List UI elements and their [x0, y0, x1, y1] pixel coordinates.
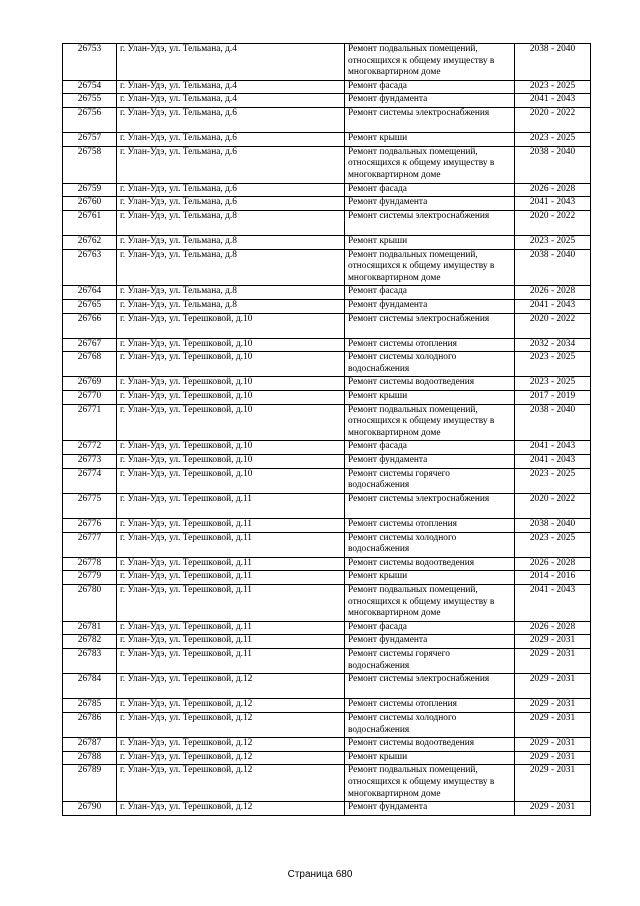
period-cell: 2029 - 2031	[515, 738, 591, 752]
work-type-cell: Ремонт фундамента	[345, 197, 515, 211]
address-cell: г. Улан-Удэ, ул. Терешковой, д.11	[117, 648, 345, 673]
table-row	[63, 146, 591, 183]
table-row	[63, 338, 591, 352]
period-cell: 2017 - 2019	[515, 391, 591, 405]
work-type-cell: Ремонт подвальных помещений, относящихся к общему имуществу в многоквартирном доме	[345, 585, 515, 622]
row-number-cell: 26761	[63, 210, 117, 235]
period-cell: 2023 - 2025	[515, 80, 591, 94]
table-row	[63, 455, 591, 469]
address-cell: г. Улан-Удэ, ул. Терешковой, д.11	[117, 635, 345, 649]
work-type-cell: Ремонт крыши	[345, 391, 515, 405]
work-type-cell: Ремонт фундамента	[345, 635, 515, 649]
table-row	[63, 133, 591, 147]
table-row	[63, 751, 591, 765]
row-number-cell: 26790	[63, 802, 117, 816]
table-row	[63, 235, 591, 249]
row-number-cell: 26770	[63, 391, 117, 405]
work-type-cell: Ремонт системы водоотведения	[345, 738, 515, 752]
work-type-cell: Ремонт системы отопления	[345, 519, 515, 533]
address-cell: г. Улан-Удэ, ул. Тельмана, д.4	[117, 94, 345, 108]
period-cell: 2041 - 2043	[515, 585, 591, 622]
table-row	[63, 802, 591, 816]
table-row	[63, 377, 591, 391]
period-cell: 2020 - 2022	[515, 107, 591, 132]
period-cell: 2032 - 2034	[515, 338, 591, 352]
period-cell: 2020 - 2022	[515, 493, 591, 518]
row-number-cell: 26760	[63, 197, 117, 211]
address-cell: г. Улан-Удэ, ул. Терешковой, д.11	[117, 519, 345, 533]
row-number-cell: 26756	[63, 107, 117, 132]
work-type-cell: Ремонт подвальных помещений, относящихся к общему имуществу в многоквартирном доме	[345, 146, 515, 183]
row-number-cell: 26766	[63, 313, 117, 338]
address-cell: г. Улан-Удэ, ул. Терешковой, д.12	[117, 765, 345, 802]
row-number-cell: 26759	[63, 183, 117, 197]
row-number-cell: 26775	[63, 493, 117, 518]
work-type-cell: Ремонт фундамента	[345, 94, 515, 108]
address-cell: г. Улан-Удэ, ул. Терешковой, д.11	[117, 621, 345, 635]
work-type-cell: Ремонт фундамента	[345, 299, 515, 313]
row-number-cell: 26786	[63, 712, 117, 737]
row-number-cell: 26788	[63, 751, 117, 765]
address-cell: г. Улан-Удэ, ул. Терешковой, д.10	[117, 404, 345, 441]
address-cell: г. Улан-Удэ, ул. Терешковой, д.10	[117, 313, 345, 338]
row-number-cell: 26781	[63, 621, 117, 635]
address-cell: г. Улан-Удэ, ул. Терешковой, д.12	[117, 674, 345, 699]
work-type-cell: Ремонт системы холодного водоснабжения	[345, 532, 515, 557]
row-number-cell: 26753	[63, 44, 117, 81]
period-cell: 2023 - 2025	[515, 377, 591, 391]
address-cell: г. Улан-Удэ, ул. Терешковой, д.10	[117, 338, 345, 352]
period-cell: 2023 - 2025	[515, 352, 591, 377]
row-number-cell: 26764	[63, 286, 117, 300]
row-number-cell: 26780	[63, 585, 117, 622]
address-cell: г. Улан-Удэ, ул. Терешковой, д.10	[117, 352, 345, 377]
table-row	[63, 557, 591, 571]
table-row	[63, 183, 591, 197]
row-number-cell: 26767	[63, 338, 117, 352]
address-cell: г. Улан-Удэ, ул. Терешковой, д.11	[117, 571, 345, 585]
work-type-cell: Ремонт системы горячего водоснабжения	[345, 648, 515, 673]
row-number-cell: 26757	[63, 133, 117, 147]
row-number-cell: 26768	[63, 352, 117, 377]
period-cell: 2038 - 2040	[515, 146, 591, 183]
row-number-cell: 26778	[63, 557, 117, 571]
table-row	[63, 80, 591, 94]
work-type-cell: Ремонт системы водоотведения	[345, 557, 515, 571]
work-type-cell: Ремонт системы электроснабжения	[345, 107, 515, 132]
work-type-cell: Ремонт крыши	[345, 235, 515, 249]
table-row	[63, 468, 591, 493]
period-cell: 2038 - 2040	[515, 519, 591, 533]
address-cell: г. Улан-Удэ, ул. Терешковой, д.10	[117, 441, 345, 455]
work-type-cell: Ремонт системы электроснабжения	[345, 313, 515, 338]
address-cell: г. Улан-Удэ, ул. Терешковой, д.12	[117, 751, 345, 765]
period-cell: 2023 - 2025	[515, 235, 591, 249]
address-cell: г. Улан-Удэ, ул. Терешковой, д.11	[117, 532, 345, 557]
address-cell: г. Улан-Удэ, ул. Тельмана, д.8	[117, 249, 345, 286]
row-number-cell: 26765	[63, 299, 117, 313]
row-number-cell: 26769	[63, 377, 117, 391]
table-row	[63, 44, 591, 81]
work-type-cell: Ремонт фасада	[345, 441, 515, 455]
period-cell: 2029 - 2031	[515, 802, 591, 816]
row-number-cell: 26762	[63, 235, 117, 249]
table-row	[63, 94, 591, 108]
period-cell: 2029 - 2031	[515, 648, 591, 673]
period-cell: 2041 - 2043	[515, 94, 591, 108]
period-cell: 2014 - 2016	[515, 571, 591, 585]
period-cell: 2041 - 2043	[515, 455, 591, 469]
address-cell: г. Улан-Удэ, ул. Тельмана, д.6	[117, 146, 345, 183]
work-type-cell: Ремонт системы электроснабжения	[345, 674, 515, 699]
period-cell: 2041 - 2043	[515, 441, 591, 455]
table-row	[63, 210, 591, 235]
table-row	[63, 519, 591, 533]
period-cell: 2029 - 2031	[515, 712, 591, 737]
page-number: Страница 680	[287, 869, 353, 880]
work-type-cell: Ремонт системы электроснабжения	[345, 493, 515, 518]
address-cell: г. Улан-Удэ, ул. Терешковой, д.10	[117, 391, 345, 405]
work-type-cell: Ремонт подвальных помещений, относящихся к общему имуществу в многоквартирном доме	[345, 44, 515, 81]
work-type-cell: Ремонт подвальных помещений, относящихся к общему имуществу в многоквартирном доме	[345, 249, 515, 286]
table-row	[63, 699, 591, 713]
row-number-cell: 26774	[63, 468, 117, 493]
period-cell: 2029 - 2031	[515, 751, 591, 765]
table-row	[63, 635, 591, 649]
row-number-cell: 26773	[63, 455, 117, 469]
table-row	[63, 352, 591, 377]
address-cell: г. Улан-Удэ, ул. Тельмана, д.4	[117, 80, 345, 94]
address-cell: г. Улан-Удэ, ул. Тельмана, д.6	[117, 133, 345, 147]
table-row	[63, 197, 591, 211]
period-cell: 2026 - 2028	[515, 557, 591, 571]
table-row	[63, 441, 591, 455]
period-cell: 2038 - 2040	[515, 404, 591, 441]
row-number-cell: 26784	[63, 674, 117, 699]
address-cell: г. Улан-Удэ, ул. Терешковой, д.10	[117, 377, 345, 391]
row-number-cell: 26754	[63, 80, 117, 94]
address-cell: г. Улан-Удэ, ул. Терешковой, д.12	[117, 802, 345, 816]
table-row	[63, 404, 591, 441]
table-row	[63, 571, 591, 585]
address-cell: г. Улан-Удэ, ул. Терешковой, д.12	[117, 699, 345, 713]
table-row	[63, 585, 591, 622]
address-cell: г. Улан-Удэ, ул. Тельмана, д.6	[117, 107, 345, 132]
table-row	[63, 493, 591, 518]
address-cell: г. Улан-Удэ, ул. Тельмана, д.8	[117, 299, 345, 313]
period-cell: 2029 - 2031	[515, 699, 591, 713]
period-cell: 2029 - 2031	[515, 635, 591, 649]
work-type-cell: Ремонт системы электроснабжения	[345, 210, 515, 235]
period-cell: 2023 - 2025	[515, 532, 591, 557]
table-row	[63, 712, 591, 737]
work-type-cell: Ремонт крыши	[345, 751, 515, 765]
period-cell: 2026 - 2028	[515, 621, 591, 635]
address-cell: г. Улан-Удэ, ул. Терешковой, д.11	[117, 557, 345, 571]
row-number-cell: 26776	[63, 519, 117, 533]
period-cell: 2020 - 2022	[515, 313, 591, 338]
address-cell: г. Улан-Удэ, ул. Тельмана, д.4	[117, 44, 345, 81]
work-type-cell: Ремонт подвальных помещений, относящихся к общему имуществу в многоквартирном доме	[345, 404, 515, 441]
period-cell: 2041 - 2043	[515, 197, 591, 211]
work-type-cell: Ремонт системы холодного водоснабжения	[345, 352, 515, 377]
address-cell: г. Улан-Удэ, ул. Тельмана, д.6	[117, 183, 345, 197]
work-type-cell: Ремонт крыши	[345, 571, 515, 585]
row-number-cell: 26763	[63, 249, 117, 286]
address-cell: г. Улан-Удэ, ул. Терешковой, д.11	[117, 585, 345, 622]
work-type-cell: Ремонт подвальных помещений, относящихся к общему имуществу в многоквартирном доме	[345, 765, 515, 802]
period-cell: 2038 - 2040	[515, 44, 591, 81]
row-number-cell: 26785	[63, 699, 117, 713]
table-row	[63, 299, 591, 313]
address-cell: г. Улан-Удэ, ул. Тельмана, д.8	[117, 235, 345, 249]
address-cell: г. Улан-Удэ, ул. Тельмана, д.8	[117, 286, 345, 300]
row-number-cell: 26789	[63, 765, 117, 802]
table-row	[63, 532, 591, 557]
work-type-cell: Ремонт фасада	[345, 621, 515, 635]
row-number-cell: 26758	[63, 146, 117, 183]
table-row	[63, 674, 591, 699]
table-row	[63, 107, 591, 132]
address-cell: г. Улан-Удэ, ул. Терешковой, д.10	[117, 455, 345, 469]
work-type-cell: Ремонт системы водоотведения	[345, 377, 515, 391]
work-type-cell: Ремонт фундамента	[345, 455, 515, 469]
table-row	[63, 648, 591, 673]
work-type-cell: Ремонт системы горячего водоснабжения	[345, 468, 515, 493]
work-type-cell: Ремонт фасада	[345, 183, 515, 197]
period-cell: 2023 - 2025	[515, 133, 591, 147]
period-cell: 2020 - 2022	[515, 210, 591, 235]
row-number-cell: 26777	[63, 532, 117, 557]
row-number-cell: 26787	[63, 738, 117, 752]
work-type-cell: Ремонт системы отопления	[345, 699, 515, 713]
table-row	[63, 391, 591, 405]
row-number-cell: 26782	[63, 635, 117, 649]
row-number-cell: 26771	[63, 404, 117, 441]
address-cell: г. Улан-Удэ, ул. Терешковой, д.10	[117, 468, 345, 493]
row-number-cell: 26779	[63, 571, 117, 585]
table-row	[63, 765, 591, 802]
period-cell: 2029 - 2031	[515, 765, 591, 802]
work-type-cell: Ремонт фасада	[345, 80, 515, 94]
address-cell: г. Улан-Удэ, ул. Тельмана, д.6	[117, 197, 345, 211]
row-number-cell: 26783	[63, 648, 117, 673]
table-row	[63, 313, 591, 338]
period-cell: 2029 - 2031	[515, 674, 591, 699]
address-cell: г. Улан-Удэ, ул. Тельмана, д.8	[117, 210, 345, 235]
work-type-cell: Ремонт фасада	[345, 286, 515, 300]
period-cell: 2023 - 2025	[515, 468, 591, 493]
table-row	[63, 738, 591, 752]
table-row	[63, 621, 591, 635]
period-cell: 2026 - 2028	[515, 286, 591, 300]
period-cell: 2038 - 2040	[515, 249, 591, 286]
address-cell: г. Улан-Удэ, ул. Терешковой, д.12	[117, 712, 345, 737]
row-number-cell: 26772	[63, 441, 117, 455]
work-type-cell: Ремонт системы холодного водоснабжения	[345, 712, 515, 737]
table-row	[63, 286, 591, 300]
address-cell: г. Улан-Удэ, ул. Терешковой, д.12	[117, 738, 345, 752]
repair-schedule-table	[62, 43, 590, 816]
table-row	[63, 249, 591, 286]
work-type-cell: Ремонт системы отопления	[345, 338, 515, 352]
period-cell: 2041 - 2043	[515, 299, 591, 313]
row-number-cell: 26755	[63, 94, 117, 108]
address-cell: г. Улан-Удэ, ул. Терешковой, д.11	[117, 493, 345, 518]
period-cell: 2026 - 2028	[515, 183, 591, 197]
work-type-cell: Ремонт фундамента	[345, 802, 515, 816]
work-type-cell: Ремонт крыши	[345, 133, 515, 147]
